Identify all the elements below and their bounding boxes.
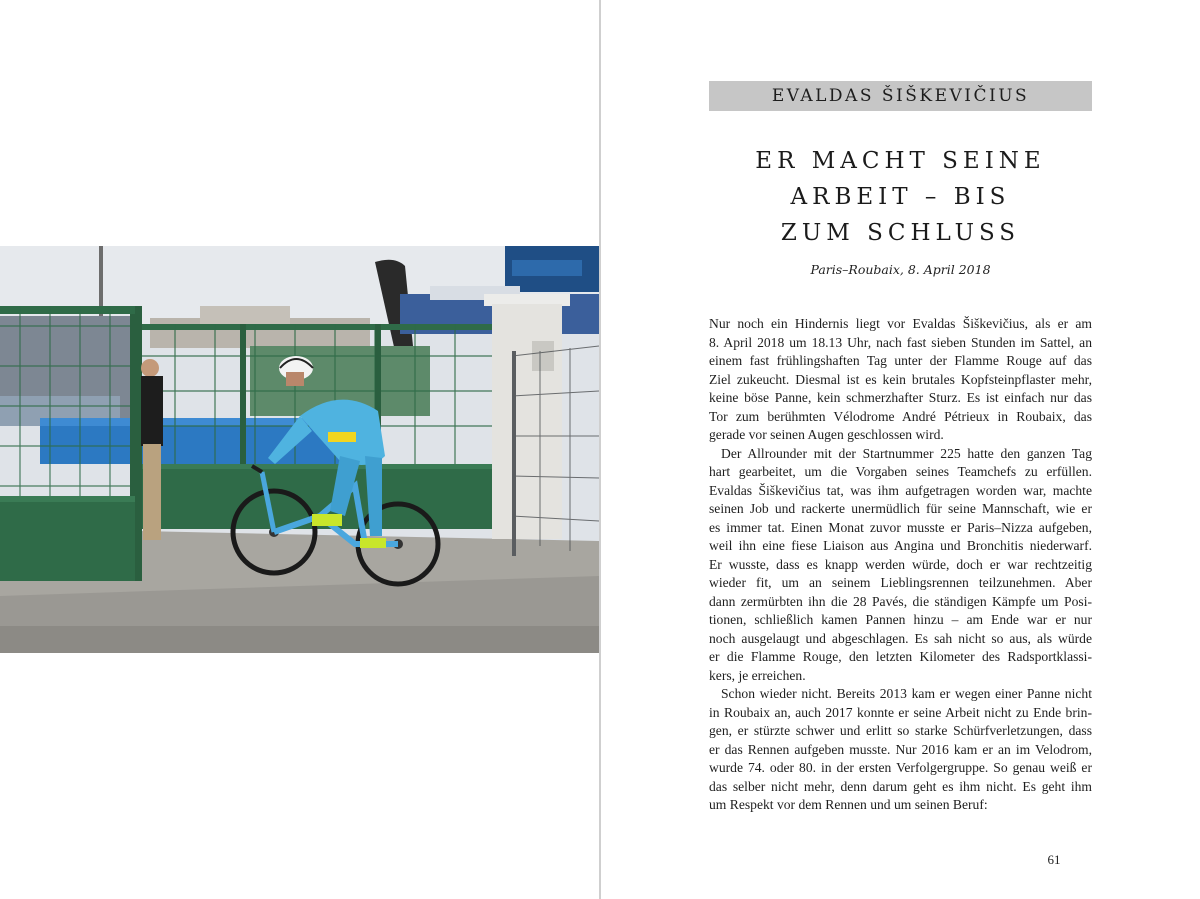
- body-line: Der Allrounder mit der Startnummer 225 hatte den ganzen Tag: [721, 445, 1092, 461]
- body-line: gerade vor seinen Augen geschlossen wird.: [709, 427, 944, 442]
- chapter-header: EVALDAS ŠIŠKEVIČIUS: [771, 86, 1030, 106]
- body-line: Schon wieder nicht. Bereits 2013 kam er wegen einer Panne nicht: [721, 686, 1092, 701]
- body-line: einem fast frühlingshaften Tag unter der Flamme Rouge auf das: [709, 353, 1092, 368]
- body-line: um Respekt vor dem Rennen und um seinen Beruf:: [709, 797, 988, 812]
- body-text: [709, 315, 1092, 815]
- body-line: er die Flamme Rouge, den letzten Kilometer des Radsportklassi-: [709, 649, 1092, 664]
- body-line: hart gearbeitet, um die Vorgaben seines Teamchefs zu erfüllen.: [709, 464, 1092, 479]
- body-line: das selber nicht mehr, denn darum geht es ihm nicht. Es geht ihm: [709, 778, 1092, 794]
- right-page: [601, 0, 1200, 899]
- body-line: noch ausgelaugt und abgeschlagen. Es sah nicht so aus, als würde: [709, 630, 1092, 646]
- body-line: weil ihn eine fiese Liaison aus Angina und Bronchitis niederwarf.: [709, 538, 1092, 553]
- photo-illustration: [0, 246, 599, 653]
- body-line: er das Rennen aufgeben musste. Nur 2016 kam er an im Velodrom,: [709, 741, 1092, 757]
- chapter-subtitle: Paris–Roubaix, 8. April 2018: [810, 262, 991, 277]
- body-line: es immer tat. Einen Monat zuvor musste er Paris–Nizza aufgeben,: [709, 519, 1092, 535]
- body-line: Ziel zukeucht. Diesmal ist es kein brutales Kopfsteinpflaster mehr,: [709, 371, 1092, 387]
- body-line: in Roubaix an, auch 2017 konnte er seine Arbeit nicht zu Ende brin-: [709, 704, 1092, 720]
- body-line: wieder fit, um an seinem Lieblingsrennen teilzunehmen. Aber: [709, 575, 1092, 590]
- cyclist-photo: [0, 246, 599, 653]
- body-line: gen, er stürzte schwer und erlitt so starke Schürfverletzungen, dass: [709, 723, 1092, 738]
- body-line: 8. April 2018 um 18.13 Uhr, nach fast sieben Stunden im Sattel, an: [709, 334, 1092, 350]
- body-line: Er wusste, dass es knapp werden würde, doch er war rechtzeitig: [709, 556, 1092, 572]
- body-line: dann zermürbten ihn die 28 Pavés, die ständigen Kämpfe um Posi-: [709, 593, 1092, 609]
- body-line: Nur noch ein Hindernis liegt vor Evaldas Šiškevičius, als er am: [709, 316, 1092, 331]
- body-line: Tor zum berühmten Vélodrome André Pétrieux in Roubaix, das: [709, 408, 1092, 424]
- body-line: seinen Job und rackerte unermüdlich für seine Mannschaft, wie er: [709, 501, 1092, 516]
- title-line: ZUM SCHLUSS: [780, 220, 1021, 246]
- page-number: 61: [1047, 852, 1061, 867]
- body-line: kers, je erreichen.: [709, 667, 806, 683]
- body-line: Evaldas Šiškevičius tat, was ihm aufgetragen worden war, machte: [709, 482, 1092, 498]
- body-line: tionen, schließlich kamen Pannen hinzu – am Ende war er nur: [709, 612, 1092, 627]
- chapter-title: [709, 143, 1092, 251]
- body-line: wurde 74. oder 80. in der ersten Verfolgergruppe. So genau weiß er: [709, 760, 1092, 775]
- body-line: keine böse Panne, kein schmerzhafter Sturz. Es ist einfach nur das: [709, 390, 1092, 405]
- chapter-header-bar: [709, 81, 1092, 111]
- title-line: ARBEIT – BIS: [790, 184, 1011, 210]
- title-line: ER MACHT SEINE: [755, 148, 1046, 174]
